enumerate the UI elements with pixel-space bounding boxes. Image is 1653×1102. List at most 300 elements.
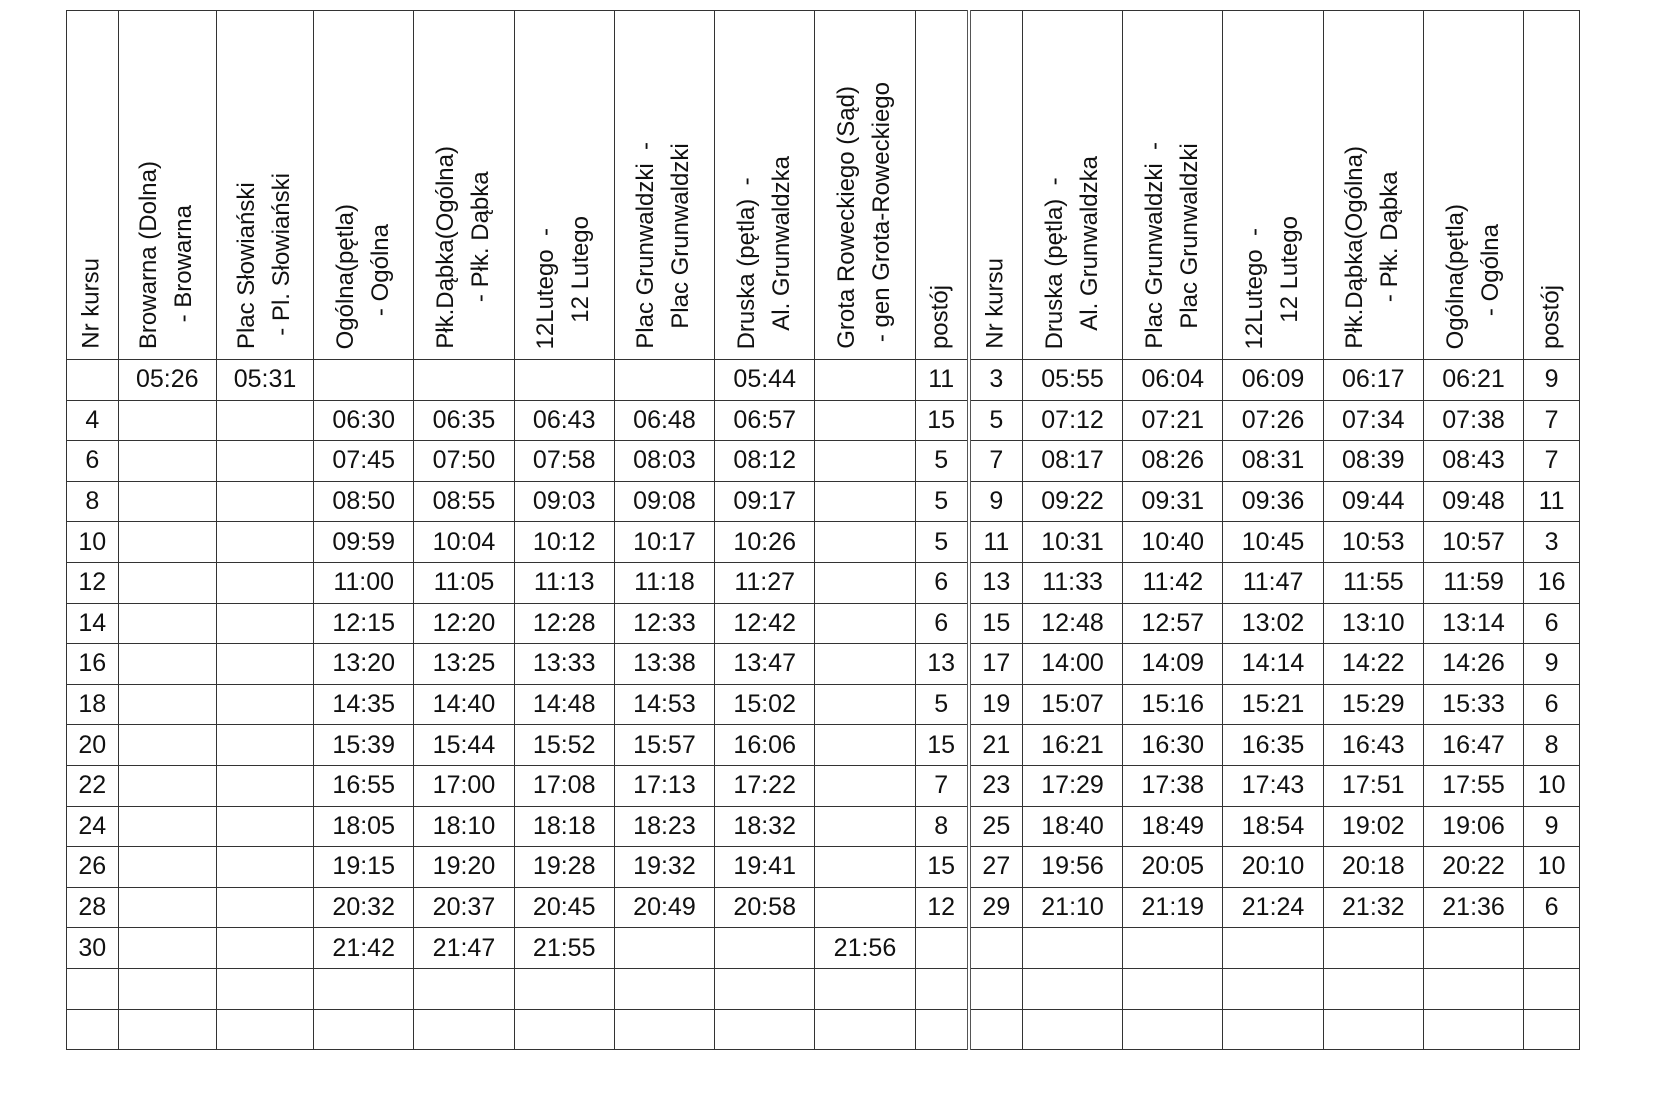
table-cell — [815, 481, 915, 522]
column-header — [414, 11, 514, 360]
table-cell: 29 — [969, 887, 1023, 928]
table-cell: 21:19 — [1123, 887, 1223, 928]
table-cell: 20:58 — [715, 887, 815, 928]
table-cell — [1524, 928, 1580, 969]
table-cell: 10:31 — [1022, 522, 1122, 563]
table-cell: 09:31 — [1123, 481, 1223, 522]
table-cell: 19:02 — [1323, 806, 1423, 847]
table-cell: 11:27 — [715, 562, 815, 603]
table-cell: 10 — [1524, 847, 1580, 888]
column-header — [969, 11, 1023, 360]
table-cell: 06:43 — [514, 400, 614, 441]
table-cell: 13 — [915, 644, 969, 685]
table-cell: 26 — [67, 847, 119, 888]
column-header-label: Płk.Dąbka(Ogólna) - Płk. Dąbka — [1341, 146, 1404, 349]
table-cell: 28 — [67, 887, 119, 928]
column-header-label: Druska (pętla) - Al. Grunwaldzka — [732, 155, 795, 349]
table-cell: 08:12 — [715, 441, 815, 482]
table-cell — [216, 765, 313, 806]
table-cell: 27 — [969, 847, 1023, 888]
table-cell — [216, 847, 313, 888]
table-cell — [216, 928, 313, 969]
table-cell: 11:18 — [614, 562, 714, 603]
table-cell — [1123, 968, 1223, 1009]
column-header-label: Nr kursu — [981, 258, 1009, 349]
table-row — [67, 644, 1580, 685]
table-cell: 9 — [969, 481, 1023, 522]
table-cell — [715, 1009, 815, 1050]
table-cell: 13:25 — [414, 644, 514, 685]
table-cell: 7 — [1524, 441, 1580, 482]
table-cell: 16:30 — [1123, 725, 1223, 766]
table-cell: 5 — [915, 441, 969, 482]
table-cell: 16 — [1524, 562, 1580, 603]
table-cell: 6 — [1524, 684, 1580, 725]
table-cell: 13:38 — [614, 644, 714, 685]
table-cell: 15:29 — [1323, 684, 1423, 725]
table-cell: 11:05 — [414, 562, 514, 603]
table-cell — [1323, 1009, 1423, 1050]
column-header — [1223, 11, 1323, 360]
table-cell: 17:08 — [514, 765, 614, 806]
table-cell — [969, 928, 1023, 969]
table-cell: 14 — [67, 603, 119, 644]
table-cell: 09:08 — [614, 481, 714, 522]
table-cell: 20:05 — [1123, 847, 1223, 888]
table-cell: 10 — [67, 522, 119, 563]
column-header-label: Plac Słowiański - Pl. Słowiański — [233, 172, 295, 349]
table-cell: 08:03 — [614, 441, 714, 482]
timetable-body — [67, 360, 1580, 1050]
table-cell — [118, 684, 216, 725]
table-cell: 15:39 — [314, 725, 414, 766]
table-cell: 9 — [1524, 360, 1580, 401]
timetable-table — [66, 10, 1580, 1050]
table-cell — [1524, 1009, 1580, 1050]
table-cell: 20:49 — [614, 887, 714, 928]
table-cell: 10:17 — [614, 522, 714, 563]
table-row — [67, 360, 1580, 401]
table-cell: 14:00 — [1022, 644, 1122, 685]
table-cell: 10:04 — [414, 522, 514, 563]
table-cell: 14:40 — [414, 684, 514, 725]
table-cell — [216, 806, 313, 847]
table-cell: 6 — [915, 562, 969, 603]
table-cell: 12:48 — [1022, 603, 1122, 644]
table-cell: 12:20 — [414, 603, 514, 644]
table-cell — [118, 603, 216, 644]
table-row — [67, 725, 1580, 766]
table-cell — [815, 765, 915, 806]
table-cell — [1323, 928, 1423, 969]
table-cell: 18:32 — [715, 806, 815, 847]
table-cell: 18:10 — [414, 806, 514, 847]
table-cell: 07:12 — [1022, 400, 1122, 441]
table-cell: 21:42 — [314, 928, 414, 969]
table-cell: 5 — [915, 684, 969, 725]
table-cell — [614, 928, 714, 969]
table-cell — [118, 887, 216, 928]
table-cell: 20:32 — [314, 887, 414, 928]
table-cell: 13:10 — [1323, 603, 1423, 644]
table-cell: 11:42 — [1123, 562, 1223, 603]
table-cell: 17:38 — [1123, 765, 1223, 806]
table-cell: 10 — [1524, 765, 1580, 806]
table-cell: 05:31 — [216, 360, 313, 401]
column-header — [1323, 11, 1423, 360]
table-row — [67, 562, 1580, 603]
table-cell — [118, 968, 216, 1009]
table-cell: 15:33 — [1423, 684, 1523, 725]
table-cell — [67, 968, 119, 1009]
column-header-label: Ogólna(pętla) - Ogólna — [331, 203, 394, 349]
table-cell: 15 — [969, 603, 1023, 644]
table-cell: 5 — [915, 481, 969, 522]
table-cell: 6 — [915, 603, 969, 644]
table-cell: 10:12 — [514, 522, 614, 563]
table-cell: 09:48 — [1423, 481, 1523, 522]
table-cell — [216, 1009, 313, 1050]
column-header — [1423, 11, 1523, 360]
table-cell: 15:21 — [1223, 684, 1323, 725]
table-cell — [1022, 1009, 1122, 1050]
table-cell: 19:15 — [314, 847, 414, 888]
column-header-label: postój — [1537, 284, 1565, 349]
table-cell: 12:42 — [715, 603, 815, 644]
table-cell — [118, 441, 216, 482]
table-row — [67, 847, 1580, 888]
table-cell — [815, 725, 915, 766]
table-cell: 14:09 — [1123, 644, 1223, 685]
table-cell: 11:59 — [1423, 562, 1523, 603]
table-cell — [614, 1009, 714, 1050]
table-cell: 17 — [969, 644, 1023, 685]
table-cell: 21:47 — [414, 928, 514, 969]
table-cell: 11:13 — [514, 562, 614, 603]
table-cell: 16:55 — [314, 765, 414, 806]
table-cell: 15:52 — [514, 725, 614, 766]
table-cell: 25 — [969, 806, 1023, 847]
table-cell — [216, 562, 313, 603]
table-cell — [1223, 928, 1323, 969]
table-cell: 09:36 — [1223, 481, 1323, 522]
table-cell: 18:18 — [514, 806, 614, 847]
table-cell: 10:40 — [1123, 522, 1223, 563]
table-cell: 17:29 — [1022, 765, 1122, 806]
table-cell — [815, 1009, 915, 1050]
table-cell — [815, 603, 915, 644]
table-cell: 18:49 — [1123, 806, 1223, 847]
table-cell: 07:26 — [1223, 400, 1323, 441]
table-row — [67, 765, 1580, 806]
table-cell: 19 — [969, 684, 1023, 725]
table-cell: 10:45 — [1223, 522, 1323, 563]
table-cell: 08:26 — [1123, 441, 1223, 482]
table-cell — [815, 887, 915, 928]
table-cell: 5 — [915, 522, 969, 563]
table-cell — [614, 360, 714, 401]
table-cell: 15:44 — [414, 725, 514, 766]
table-cell: 06:04 — [1123, 360, 1223, 401]
table-cell: 6 — [1524, 603, 1580, 644]
table-cell — [815, 562, 915, 603]
column-header-label: Plac Grunwaldzki - Plac Grunwaldzki — [632, 142, 695, 349]
table-cell: 14:14 — [1223, 644, 1323, 685]
table-cell — [216, 441, 313, 482]
column-header-label: postój — [926, 284, 954, 349]
table-cell — [815, 806, 915, 847]
table-cell: 18 — [67, 684, 119, 725]
table-row — [67, 806, 1580, 847]
column-header — [1524, 11, 1580, 360]
table-cell: 17:00 — [414, 765, 514, 806]
table-cell: 06:35 — [414, 400, 514, 441]
table-cell: 13:02 — [1223, 603, 1323, 644]
table-cell — [1423, 968, 1523, 1009]
table-cell: 3 — [969, 360, 1023, 401]
table-cell — [715, 968, 815, 1009]
table-cell: 16:43 — [1323, 725, 1423, 766]
table-cell: 20:22 — [1423, 847, 1523, 888]
table-cell: 08:17 — [1022, 441, 1122, 482]
table-cell — [216, 522, 313, 563]
table-cell: 14:53 — [614, 684, 714, 725]
table-cell: 14:35 — [314, 684, 414, 725]
table-cell: 6 — [67, 441, 119, 482]
table-cell: 9 — [1524, 644, 1580, 685]
table-cell — [969, 968, 1023, 1009]
table-cell: 09:44 — [1323, 481, 1423, 522]
column-header-label: Plac Grunwaldzki - Plac Grunwaldzki — [1141, 142, 1203, 349]
table-cell: 09:22 — [1022, 481, 1122, 522]
column-header-label: Grota Roweckiego (Sąd) - gen Grota-Roweckiego — [833, 82, 895, 349]
table-cell — [815, 441, 915, 482]
column-header — [67, 11, 119, 360]
table-cell: 11:33 — [1022, 562, 1122, 603]
table-cell — [216, 644, 313, 685]
table-cell — [314, 968, 414, 1009]
table-cell: 11:55 — [1323, 562, 1423, 603]
table-row — [67, 928, 1580, 969]
table-cell: 10:26 — [715, 522, 815, 563]
table-cell — [1423, 1009, 1523, 1050]
column-header-label: Nr kursu — [77, 258, 105, 349]
table-cell: 13:14 — [1423, 603, 1523, 644]
table-cell: 13:47 — [715, 644, 815, 685]
table-cell: 17:51 — [1323, 765, 1423, 806]
table-cell: 21 — [969, 725, 1023, 766]
table-cell — [67, 360, 119, 401]
table-cell: 06:17 — [1323, 360, 1423, 401]
table-cell — [614, 968, 714, 1009]
table-cell: 07:50 — [414, 441, 514, 482]
table-cell: 18:23 — [614, 806, 714, 847]
table-cell — [118, 806, 216, 847]
table-cell: 08:55 — [414, 481, 514, 522]
table-cell: 05:26 — [118, 360, 216, 401]
table-cell: 15 — [915, 847, 969, 888]
table-cell: 09:17 — [715, 481, 815, 522]
column-header-label: Płk.Dąbka(Ogólna) - Płk. Dąbka — [432, 146, 494, 349]
table-cell — [216, 400, 313, 441]
table-cell — [216, 968, 313, 1009]
table-cell: 21:24 — [1223, 887, 1323, 928]
table-cell: 15:57 — [614, 725, 714, 766]
table-cell — [67, 1009, 119, 1050]
table-cell: 20 — [67, 725, 119, 766]
table-cell — [216, 603, 313, 644]
table-cell: 07:34 — [1323, 400, 1423, 441]
column-header — [614, 11, 714, 360]
table-cell: 20:45 — [514, 887, 614, 928]
table-row — [67, 441, 1580, 482]
table-cell: 15:02 — [715, 684, 815, 725]
table-cell: 10:57 — [1423, 522, 1523, 563]
table-cell — [118, 1009, 216, 1050]
table-cell: 9 — [1524, 806, 1580, 847]
table-cell — [414, 968, 514, 1009]
table-cell — [514, 968, 614, 1009]
table-cell: 07:21 — [1123, 400, 1223, 441]
table-cell: 07:38 — [1423, 400, 1523, 441]
table-cell: 11 — [1524, 481, 1580, 522]
table-cell: 8 — [915, 806, 969, 847]
table-row — [67, 887, 1580, 928]
table-cell: 06:30 — [314, 400, 414, 441]
table-cell — [969, 1009, 1023, 1050]
table-cell: 06:57 — [715, 400, 815, 441]
table-cell — [118, 725, 216, 766]
table-cell — [118, 644, 216, 685]
column-header — [1022, 11, 1122, 360]
table-cell: 11:47 — [1223, 562, 1323, 603]
table-cell — [815, 684, 915, 725]
table-cell — [514, 360, 614, 401]
column-header-label: Browarna (Dolna) - Browarna — [135, 160, 198, 349]
table-cell: 17:43 — [1223, 765, 1323, 806]
table-cell — [1022, 968, 1122, 1009]
table-cell: 21:32 — [1323, 887, 1423, 928]
table-cell: 15:07 — [1022, 684, 1122, 725]
table-row — [67, 522, 1580, 563]
timetable-sheet — [66, 10, 1580, 1068]
column-header-label: Ogólna(pętla) - Ogólna — [1441, 203, 1504, 349]
table-cell: 08:31 — [1223, 441, 1323, 482]
table-cell: 20:37 — [414, 887, 514, 928]
table-cell: 17:13 — [614, 765, 714, 806]
table-cell: 23 — [969, 765, 1023, 806]
table-row — [67, 400, 1580, 441]
table-cell: 11:00 — [314, 562, 414, 603]
table-cell: 24 — [67, 806, 119, 847]
table-cell: 06:09 — [1223, 360, 1323, 401]
column-header — [118, 11, 216, 360]
column-header — [715, 11, 815, 360]
column-header — [216, 11, 313, 360]
column-header — [915, 11, 969, 360]
table-cell: 19:06 — [1423, 806, 1523, 847]
table-cell: 08:43 — [1423, 441, 1523, 482]
table-cell: 08:39 — [1323, 441, 1423, 482]
table-cell: 20:18 — [1323, 847, 1423, 888]
table-row — [67, 603, 1580, 644]
table-cell — [1323, 968, 1423, 1009]
table-cell — [216, 684, 313, 725]
table-cell: 22 — [67, 765, 119, 806]
table-cell: 18:05 — [314, 806, 414, 847]
table-cell: 16 — [67, 644, 119, 685]
table-cell — [1022, 928, 1122, 969]
table-cell: 06:48 — [614, 400, 714, 441]
table-cell: 16:21 — [1022, 725, 1122, 766]
table-cell — [414, 360, 514, 401]
table-cell: 18:40 — [1022, 806, 1122, 847]
table-cell: 3 — [1524, 522, 1580, 563]
table-cell — [1123, 928, 1223, 969]
table-cell: 12:57 — [1123, 603, 1223, 644]
table-cell — [915, 968, 969, 1009]
table-cell: 16:47 — [1423, 725, 1523, 766]
table-cell: 12 — [915, 887, 969, 928]
table-cell: 14:26 — [1423, 644, 1523, 685]
table-cell: 16:35 — [1223, 725, 1323, 766]
table-cell: 8 — [67, 481, 119, 522]
table-cell: 08:50 — [314, 481, 414, 522]
table-cell — [1423, 928, 1523, 969]
table-cell — [118, 400, 216, 441]
table-cell — [118, 522, 216, 563]
table-cell: 09:03 — [514, 481, 614, 522]
table-cell: 18:54 — [1223, 806, 1323, 847]
table-cell: 21:55 — [514, 928, 614, 969]
table-cell — [314, 1009, 414, 1050]
table-cell: 12:15 — [314, 603, 414, 644]
table-cell: 12:28 — [514, 603, 614, 644]
table-cell: 21:56 — [815, 928, 915, 969]
table-cell: 21:10 — [1022, 887, 1122, 928]
column-header — [314, 11, 414, 360]
table-cell: 14:22 — [1323, 644, 1423, 685]
table-cell: 19:32 — [614, 847, 714, 888]
table-cell: 07:58 — [514, 441, 614, 482]
table-cell: 5 — [969, 400, 1023, 441]
table-cell: 4 — [67, 400, 119, 441]
table-cell — [118, 562, 216, 603]
table-cell — [815, 400, 915, 441]
table-cell — [1524, 968, 1580, 1009]
table-cell: 16:06 — [715, 725, 815, 766]
table-cell: 13 — [969, 562, 1023, 603]
table-cell — [118, 847, 216, 888]
table-cell — [118, 928, 216, 969]
table-cell: 19:20 — [414, 847, 514, 888]
table-cell: 15 — [915, 725, 969, 766]
table-cell: 15:16 — [1123, 684, 1223, 725]
table-cell: 13:20 — [314, 644, 414, 685]
table-cell: 19:28 — [514, 847, 614, 888]
column-header-label: Druska (pętla) - Al. Grunwaldzka — [1040, 155, 1103, 349]
table-cell — [815, 522, 915, 563]
table-cell: 6 — [1524, 887, 1580, 928]
table-cell: 11 — [915, 360, 969, 401]
table-cell: 05:44 — [715, 360, 815, 401]
table-cell: 17:55 — [1423, 765, 1523, 806]
table-cell: 17:22 — [715, 765, 815, 806]
header-row — [67, 11, 1580, 360]
table-cell — [1223, 968, 1323, 1009]
table-cell — [1223, 1009, 1323, 1050]
table-row — [67, 684, 1580, 725]
